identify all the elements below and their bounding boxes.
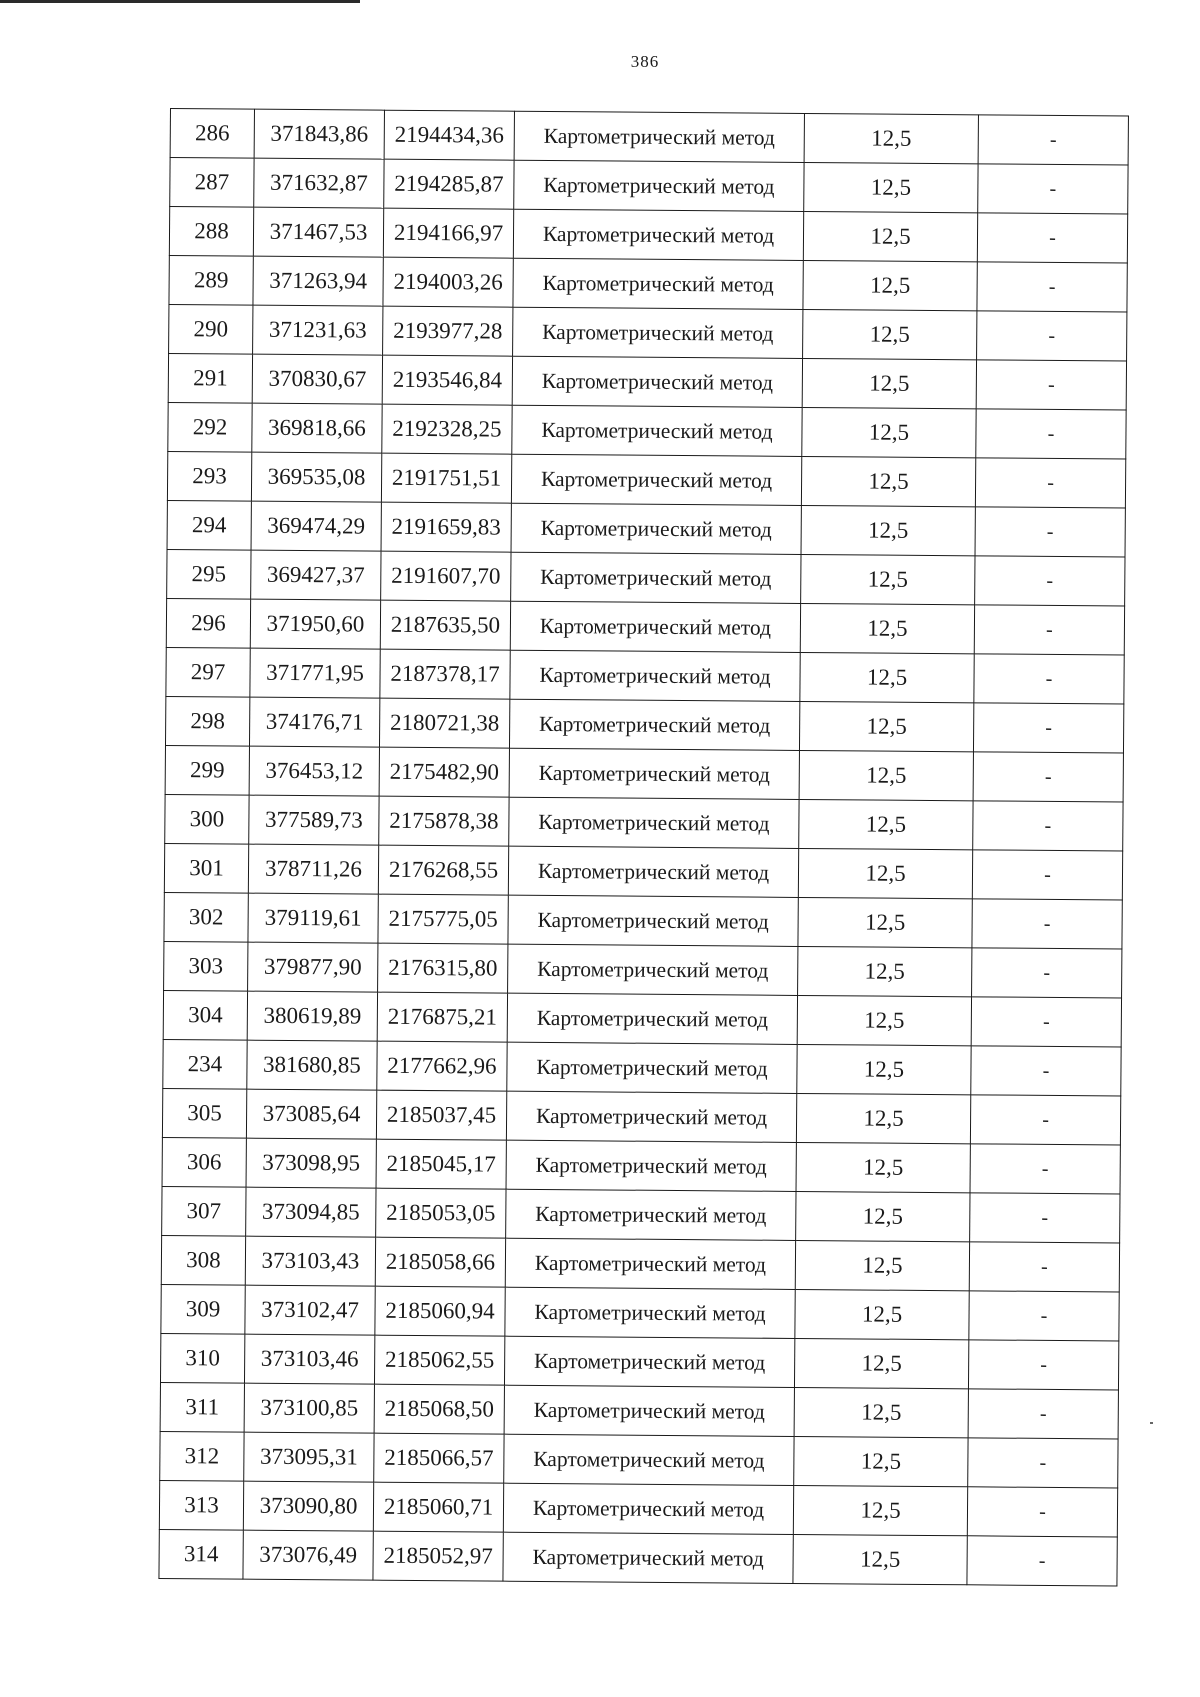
method-cell: Картометрический метод (509, 748, 799, 799)
method-cell: Картометрический метод (513, 209, 803, 260)
point-number-cell: 312 (160, 1431, 244, 1481)
method-cell: Картометрический метод (504, 1336, 794, 1387)
accuracy-cell: 12,5 (800, 603, 974, 653)
table-row (159, 1480, 1117, 1537)
accuracy-cell: 12,5 (803, 309, 977, 359)
accuracy-cell: 12,5 (801, 554, 975, 604)
method-cell: Картометрический метод (506, 1189, 796, 1240)
note-cell: - (977, 262, 1127, 312)
point-number-cell: 314 (159, 1529, 243, 1579)
table-row (163, 1039, 1121, 1096)
table-row (165, 696, 1123, 753)
point-number-cell: 304 (163, 990, 247, 1040)
note-cell: - (978, 115, 1128, 165)
x-coordinate-cell: 373100,85 (244, 1383, 374, 1433)
x-coordinate-cell: 373090,80 (243, 1481, 373, 1531)
accuracy-cell: 12,5 (796, 1093, 970, 1143)
note-cell: - (975, 507, 1125, 557)
point-number-cell: 296 (166, 598, 250, 648)
y-coordinate-cell: 2191751,51 (381, 453, 511, 503)
x-coordinate-cell: 373102,47 (245, 1285, 375, 1335)
table-row (169, 304, 1127, 361)
method-cell: Картометрический метод (503, 1532, 793, 1583)
point-number-cell: 305 (162, 1088, 246, 1138)
y-coordinate-cell: 2175878,38 (379, 796, 509, 846)
y-coordinate-cell: 2194285,87 (384, 159, 514, 209)
note-cell: - (971, 1046, 1121, 1096)
table-row (170, 158, 1128, 215)
accuracy-cell: 12,5 (793, 1534, 967, 1584)
x-coordinate-cell: 371263,94 (253, 256, 383, 306)
point-number-cell: 302 (164, 892, 248, 942)
table-row (162, 1088, 1120, 1145)
method-cell: Картометрический метод (511, 503, 801, 554)
x-coordinate-cell: 376453,12 (249, 746, 379, 796)
y-coordinate-cell: 2193546,84 (382, 355, 512, 405)
accuracy-cell: 12,5 (803, 211, 977, 261)
accuracy-cell: 12,5 (801, 505, 975, 555)
note-cell: - (975, 556, 1125, 606)
table-row (164, 941, 1122, 998)
table-row (166, 647, 1124, 704)
y-coordinate-cell: 2176875,21 (377, 992, 507, 1042)
note-cell: - (972, 899, 1122, 949)
method-cell: Картометрический метод (507, 1042, 797, 1093)
method-cell: Картометрический метод (509, 699, 799, 750)
method-cell: Картометрический метод (504, 1434, 794, 1485)
x-coordinate-cell: 373085,64 (246, 1089, 376, 1139)
table-row (167, 451, 1125, 508)
accuracy-cell: 12,5 (804, 113, 978, 163)
x-coordinate-cell: 373103,46 (244, 1334, 374, 1384)
x-coordinate-cell: 371231,63 (253, 305, 383, 355)
method-cell: Картометрический метод (510, 601, 800, 652)
point-number-cell: 303 (164, 941, 248, 991)
accuracy-cell: 12,5 (793, 1485, 967, 1535)
coordinates-table (158, 108, 1129, 1586)
y-coordinate-cell: 2175775,05 (378, 894, 508, 944)
x-coordinate-cell: 379119,61 (248, 893, 378, 943)
y-coordinate-cell: 2185066,57 (374, 1433, 504, 1483)
point-number-cell: 295 (167, 549, 251, 599)
scan-edge-mark (0, 0, 360, 3)
table-row (160, 1431, 1118, 1488)
point-number-cell: 288 (169, 207, 253, 257)
note-cell: - (974, 605, 1124, 655)
method-cell: Картометрический метод (506, 1091, 796, 1142)
y-coordinate-cell: 2185062,55 (374, 1335, 504, 1385)
accuracy-cell: 12,5 (795, 1289, 969, 1339)
y-coordinate-cell: 2185037,45 (376, 1090, 506, 1140)
y-coordinate-cell: 2176268,55 (378, 845, 508, 895)
y-coordinate-cell: 2191607,70 (381, 551, 511, 601)
note-cell: - (970, 1193, 1120, 1243)
table-row (168, 353, 1126, 410)
accuracy-cell: 12,5 (794, 1436, 968, 1486)
y-coordinate-cell: 2192328,25 (382, 404, 512, 454)
table-row (161, 1284, 1119, 1341)
method-cell: Картометрический метод (514, 160, 804, 211)
y-coordinate-cell: 2187378,17 (380, 649, 510, 699)
method-cell: Картометрический метод (508, 895, 798, 946)
point-number-cell: 287 (170, 158, 254, 208)
note-cell: - (967, 1536, 1117, 1586)
point-number-cell: 297 (166, 647, 250, 697)
x-coordinate-cell: 378711,26 (248, 844, 378, 894)
accuracy-cell: 12,5 (801, 456, 975, 506)
note-cell: - (976, 409, 1126, 459)
point-number-cell: 309 (161, 1284, 245, 1334)
coordinates-table-body (159, 109, 1129, 1586)
method-cell: Картометрический метод (504, 1385, 794, 1436)
accuracy-cell: 12,5 (795, 1240, 969, 1290)
accuracy-cell: 12,5 (797, 995, 971, 1045)
y-coordinate-cell: 2185060,71 (373, 1482, 503, 1532)
table-row (162, 1186, 1120, 1243)
point-number-cell: 291 (168, 353, 252, 403)
accuracy-cell: 12,5 (797, 1044, 971, 1094)
accuracy-cell: 12,5 (794, 1338, 968, 1388)
note-cell: - (968, 1438, 1118, 1488)
x-coordinate-cell: 371632,87 (254, 158, 384, 208)
x-coordinate-cell: 374176,71 (249, 697, 379, 747)
point-number-cell: 308 (161, 1235, 245, 1285)
x-coordinate-cell: 380619,89 (247, 991, 377, 1041)
accuracy-cell: 12,5 (796, 1142, 970, 1192)
note-cell: - (969, 1291, 1119, 1341)
table-row (161, 1235, 1119, 1292)
accuracy-cell: 12,5 (794, 1387, 968, 1437)
y-coordinate-cell: 2194166,97 (383, 208, 513, 258)
note-cell: - (973, 703, 1123, 753)
note-cell: - (978, 164, 1128, 214)
point-number-cell: 300 (165, 794, 249, 844)
method-cell: Картометрический метод (509, 797, 799, 848)
point-number-cell: 292 (168, 402, 252, 452)
table-row (168, 402, 1126, 459)
point-number-cell: 306 (162, 1137, 246, 1187)
method-cell: Картометрический метод (513, 307, 803, 358)
method-cell: Картометрический метод (506, 1140, 796, 1191)
note-cell: - (971, 997, 1121, 1047)
table-row (159, 1529, 1117, 1586)
method-cell: Картометрический метод (511, 552, 801, 603)
table-row (166, 598, 1124, 655)
accuracy-cell: 12,5 (804, 162, 978, 212)
note-cell: - (972, 850, 1122, 900)
y-coordinate-cell: 2191659,83 (381, 502, 511, 552)
y-coordinate-cell: 2194434,36 (384, 110, 514, 160)
note-cell: - (974, 654, 1124, 704)
x-coordinate-cell: 369818,66 (252, 403, 382, 453)
y-coordinate-cell: 2185068,50 (374, 1384, 504, 1434)
table-row (160, 1382, 1118, 1439)
table-row (167, 549, 1125, 606)
accuracy-cell: 12,5 (798, 946, 972, 996)
y-coordinate-cell: 2180721,38 (379, 698, 509, 748)
y-coordinate-cell: 2185058,66 (375, 1237, 505, 1287)
note-cell: - (970, 1095, 1120, 1145)
accuracy-cell: 12,5 (799, 799, 973, 849)
y-coordinate-cell: 2187635,50 (380, 600, 510, 650)
x-coordinate-cell: 371950,60 (250, 599, 380, 649)
x-coordinate-cell: 377589,73 (249, 795, 379, 845)
note-cell: - (968, 1389, 1118, 1439)
accuracy-cell: 12,5 (796, 1191, 970, 1241)
table-row (164, 892, 1122, 949)
note-cell: - (970, 1144, 1120, 1194)
table-row (163, 990, 1121, 1047)
y-coordinate-cell: 2185053,05 (376, 1188, 506, 1238)
accuracy-cell: 12,5 (798, 848, 972, 898)
x-coordinate-cell: 369474,29 (251, 501, 381, 551)
point-number-cell: 294 (167, 500, 251, 550)
x-coordinate-cell: 369427,37 (251, 550, 381, 600)
x-coordinate-cell: 371771,95 (250, 648, 380, 698)
point-number-cell: 293 (167, 451, 251, 501)
method-cell: Картометрический метод (508, 846, 798, 897)
table-row (169, 255, 1127, 312)
point-number-cell: 298 (165, 696, 249, 746)
point-number-cell: 299 (165, 745, 249, 795)
point-number-cell: 310 (160, 1333, 244, 1383)
table-row (165, 745, 1123, 802)
point-number-cell: 290 (169, 304, 253, 354)
method-cell: Картометрический метод (510, 650, 800, 701)
accuracy-cell: 12,5 (802, 407, 976, 457)
y-coordinate-cell: 2185060,94 (375, 1286, 505, 1336)
y-coordinate-cell: 2185052,97 (373, 1531, 503, 1581)
x-coordinate-cell: 373098,95 (246, 1138, 376, 1188)
method-cell: Картометрический метод (512, 405, 802, 456)
method-cell: Картометрический метод (505, 1287, 795, 1338)
y-coordinate-cell: 2185045,17 (376, 1139, 506, 1189)
point-number-cell: 286 (170, 109, 254, 159)
x-coordinate-cell: 370830,67 (252, 354, 382, 404)
note-cell: - (973, 752, 1123, 802)
table-row (165, 794, 1123, 851)
table-row (169, 207, 1127, 264)
point-number-cell: 301 (164, 843, 248, 893)
x-coordinate-cell: 379877,90 (248, 942, 378, 992)
accuracy-cell: 12,5 (803, 260, 977, 310)
y-coordinate-cell: 2176315,80 (378, 943, 508, 993)
table-row (162, 1137, 1120, 1194)
method-cell: Картометрический метод (511, 454, 801, 505)
method-cell: Картометрический метод (513, 258, 803, 309)
note-cell: - (968, 1340, 1118, 1390)
x-coordinate-cell: 381680,85 (247, 1040, 377, 1090)
method-cell: Картометрический метод (507, 993, 797, 1044)
note-cell: - (977, 213, 1127, 263)
table-row (164, 843, 1122, 900)
method-cell: Картометрический метод (505, 1238, 795, 1289)
point-number-cell: 313 (159, 1480, 243, 1530)
method-cell: Картометрический метод (508, 944, 798, 995)
x-coordinate-cell: 373103,43 (245, 1236, 375, 1286)
y-coordinate-cell: 2194003,26 (383, 257, 513, 307)
accuracy-cell: 12,5 (802, 358, 976, 408)
accuracy-cell: 12,5 (799, 701, 973, 751)
x-coordinate-cell: 373076,49 (243, 1530, 373, 1580)
note-cell: - (967, 1487, 1117, 1537)
x-coordinate-cell: 371467,53 (253, 207, 383, 257)
note-cell: - (977, 311, 1127, 361)
y-coordinate-cell: 2193977,28 (383, 306, 513, 356)
note-cell: - (972, 948, 1122, 998)
x-coordinate-cell: 373094,85 (246, 1187, 376, 1237)
note-cell: - (969, 1242, 1119, 1292)
page-number: 386 (630, 52, 660, 71)
method-cell: Картометрический метод (512, 356, 802, 407)
note-cell: - (973, 801, 1123, 851)
point-number-cell: 289 (169, 255, 253, 305)
table-row (170, 109, 1128, 166)
accuracy-cell: 12,5 (800, 652, 974, 702)
y-coordinate-cell: 2175482,90 (379, 747, 509, 797)
table-row (167, 500, 1125, 557)
point-number-cell: 307 (162, 1186, 246, 1236)
note-cell: - (975, 458, 1125, 508)
scan-dust-mark (1150, 1422, 1153, 1424)
accuracy-cell: 12,5 (799, 750, 973, 800)
point-number-cell: 311 (160, 1382, 244, 1432)
point-number-cell: 234 (163, 1039, 247, 1089)
x-coordinate-cell: 373095,31 (244, 1432, 374, 1482)
accuracy-cell: 12,5 (798, 897, 972, 947)
method-cell: Картометрический метод (503, 1483, 793, 1534)
x-coordinate-cell: 369535,08 (251, 452, 381, 502)
method-cell: Картометрический метод (514, 111, 804, 162)
x-coordinate-cell: 371843,86 (254, 109, 384, 159)
y-coordinate-cell: 2177662,96 (377, 1041, 507, 1091)
table-row (160, 1333, 1118, 1390)
note-cell: - (976, 360, 1126, 410)
